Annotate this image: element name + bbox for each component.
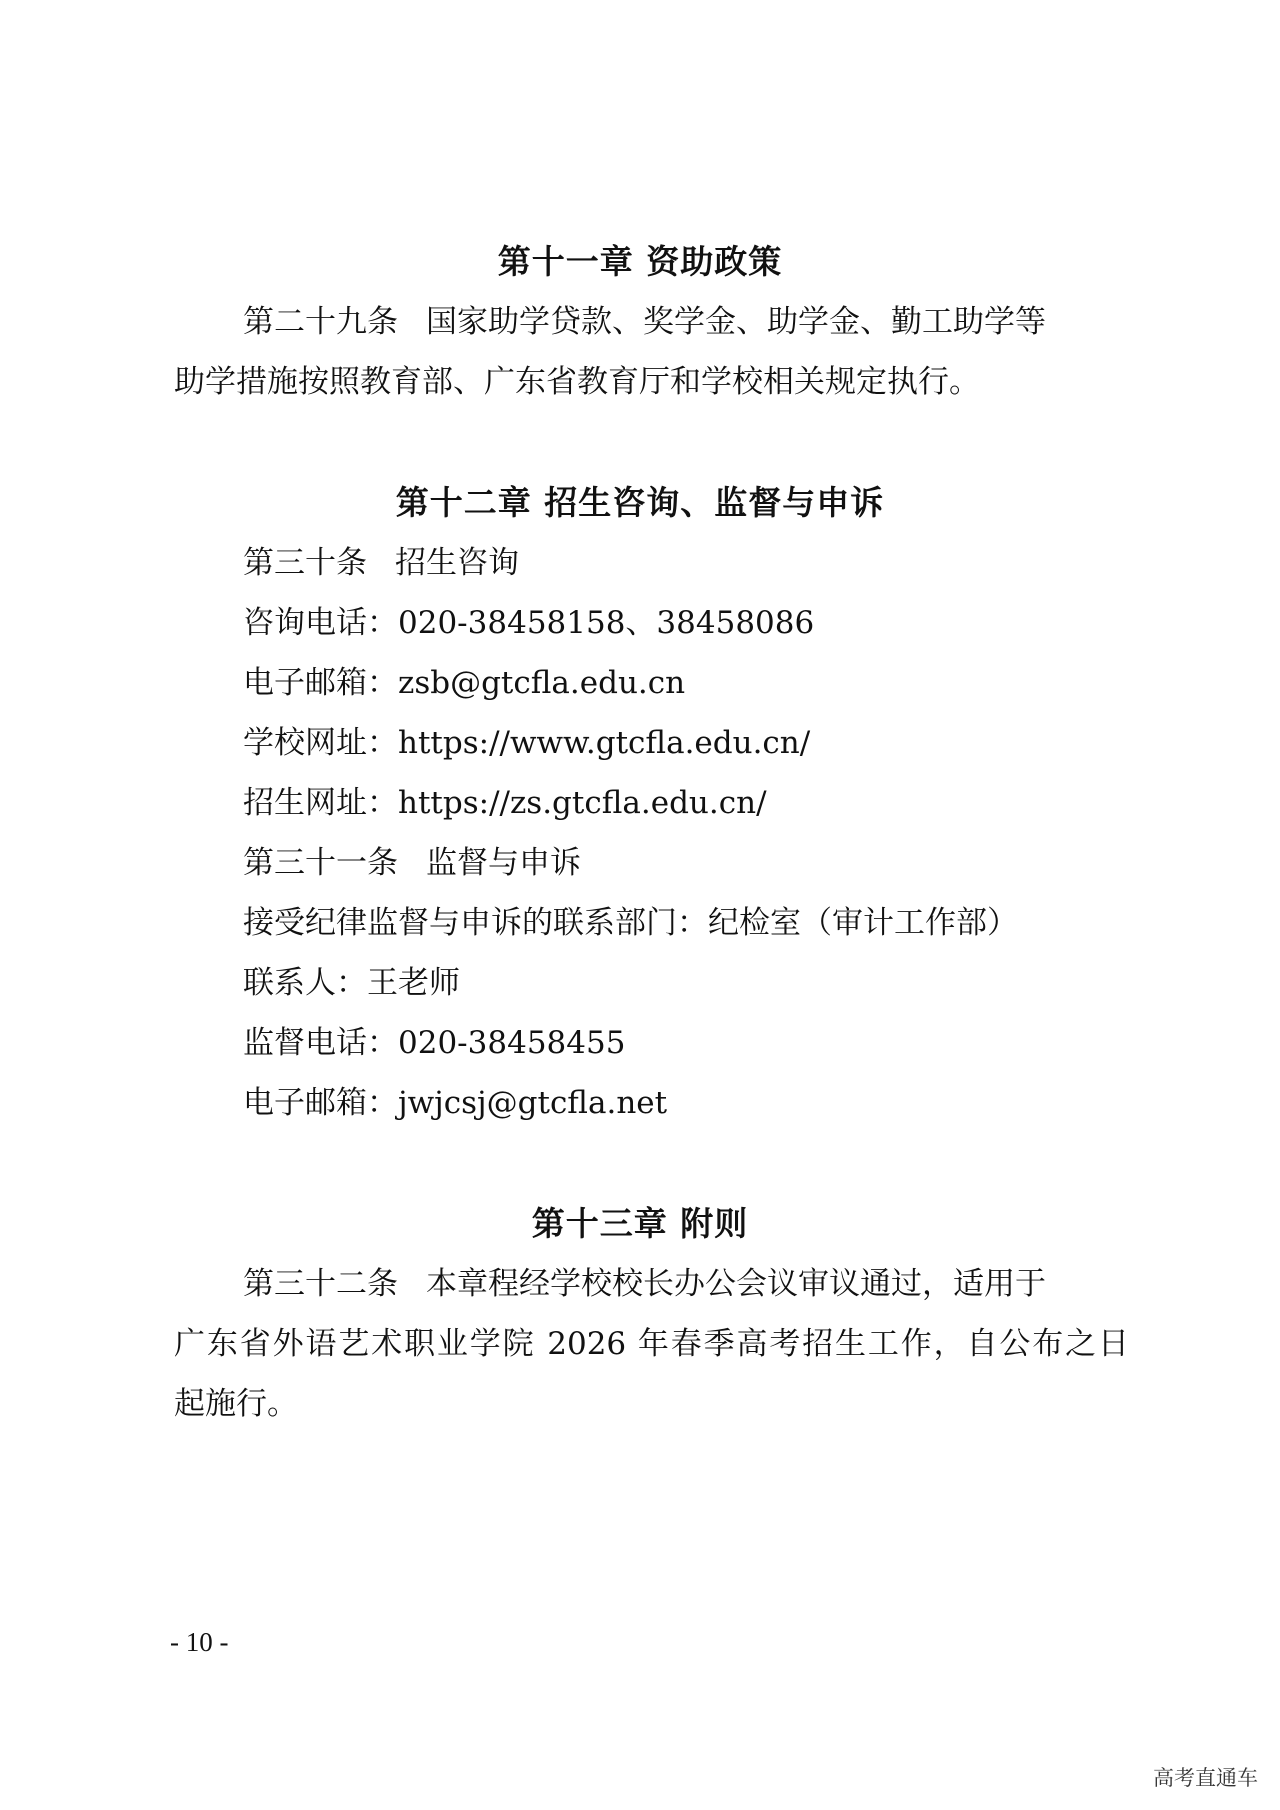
admissions-website: 招生网址：https://zs.gtcfla.edu.cn/ [243,785,767,821]
article-32-text-1: 本章程经学校校长办公会议审议通过，适用于 [426,1266,1046,1302]
article-32-line-2: 广东省外语艺术职业学院 2026 年春季高考招生工作，自公布之日 [174,1326,1129,1362]
supervision-department: 接受纪律监督与申诉的联系部门：纪检室（审计工作部） [243,905,1018,941]
page-number: - 10 - [170,1627,229,1657]
watermark-text: 高考直通车 [1153,1766,1258,1790]
article-31-heading: 第三十一条 [243,845,398,881]
chapter-13-title: 第十三章 附则 [531,1204,749,1243]
article-32-line-1 [243,1264,1046,1304]
article-29-line-2: 助学措施按照教育部、广东省教育厅和学校相关规定执行。 [174,364,980,400]
article-32-heading: 第三十二条 [243,1266,398,1302]
consult-email: 电子邮箱：zsb@gtcfla.edu.cn [243,665,686,701]
article-29-text-1: 国家助学贷款、奖学金、助学金、勤工助学等 [426,304,1046,340]
article-31-line [243,843,581,883]
article-30-line [243,543,519,583]
consult-phone: 咨询电话：020-38458158、38458086 [243,605,815,641]
chapter-12-title: 第十二章 招生咨询、监督与申诉 [395,483,885,522]
article-29-line-1 [243,302,1046,342]
supervision-phone: 监督电话：020-38458455 [243,1025,626,1061]
chapter-11-title: 第十一章 资助政策 [497,242,783,281]
supervision-contact: 联系人：王老师 [243,965,460,1001]
article-29-heading: 第二十九条 [243,304,398,340]
article-30-heading: 第三十条 [243,545,367,581]
article-31-title: 监督与申诉 [426,845,581,881]
article-32-line-3: 起施行。 [174,1386,298,1422]
article-30-title: 招生咨询 [395,545,519,581]
school-website: 学校网址：https://www.gtcfla.edu.cn/ [243,725,811,761]
supervision-email: 电子邮箱：jwjcsj@gtcfla.net [243,1085,668,1121]
